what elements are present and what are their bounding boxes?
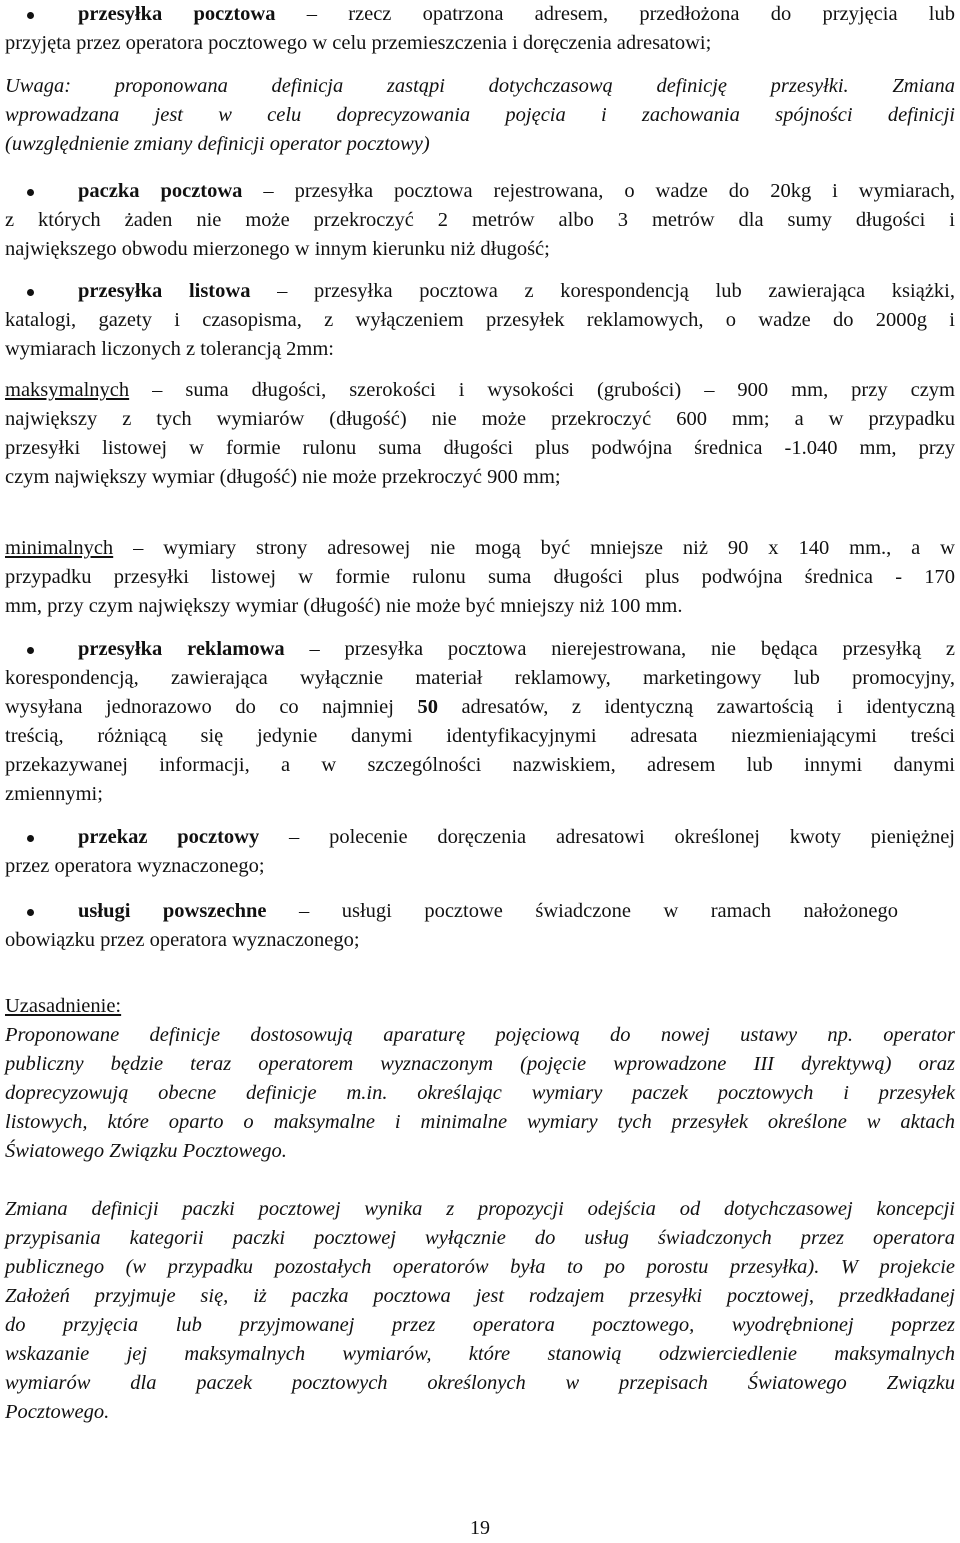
text-line: treścią, różniącą się jedynie danymi identyfikacyjnymi adresata niezmieniającymi treści (5, 725, 955, 747)
bullet-icon (27, 835, 34, 842)
text-line: Proponowane definicje dostosowują aparaturę pojęciową do nowej ustawy np. operator (5, 1024, 955, 1046)
dimensions-maximum (5, 376, 955, 492)
text-line: przesyłka pocztowa – rzecz opatrzona adresem, przedłożona do przyjęcia lub (5, 0, 955, 29)
text-line: Światowego Związku Pocztowego. (5, 1140, 287, 1162)
note-paragraph (5, 72, 955, 159)
definition-przesylka-pocztowa (5, 0, 955, 58)
text-line: paczka pocztowa – przesyłka pocztowa rejestrowana, o wadze do 20kg i wymiarach, (5, 177, 955, 206)
text-line: przekazywanej informacji, a w szczególności nazwiskiem, adresem lub innymi danymi (5, 754, 955, 776)
definition-przesylka-reklamowa (5, 635, 955, 809)
text-line: wymiarach liczonych z tolerancją 2mm: (5, 338, 335, 360)
recipients-count: 50 (417, 696, 438, 718)
text-line: przesyłka reklamowa – przesyłka pocztowa nierejestrowana, nie będąca przesyłką z (5, 635, 955, 664)
dimension-term: maksymalnych (5, 379, 130, 401)
justification-paragraph-1 (5, 992, 955, 1166)
text-line: przez operatora wyznaczonego; (5, 855, 265, 877)
text-line: listowych, które oparto o maksymalne i minimalne wymiary tych przesyłek określone w aktach (5, 1111, 955, 1133)
text-line: największego obwodu mierzonego w innym kierunku niż długość; (5, 238, 550, 260)
text-line: do przyjęcia lub przyjmowanej przez operatora pocztowego, wyodrębnionej poprzez (5, 1314, 955, 1336)
text-line: wskazanie jej maksymalnych wymiarów, które stanowią odzwierciedlenie maksymalnych (5, 1343, 955, 1365)
definition-przekaz-pocztowy (5, 823, 955, 881)
text-line: mm, przy czym największy wymiar (długość) nie może być mniejszy niż 100 mm. (5, 595, 683, 617)
text-line: publicznego (w przypadku pozostałych operatorów była to po porostu przesyłka). W projekcie (5, 1256, 955, 1278)
text-line: czym największy wymiar (długość) nie może przekroczyć 900 mm; (5, 466, 561, 488)
text-line: wymiarów dla paczek pocztowych określonych w przepisach Światowego Związku (5, 1372, 955, 1394)
bullet-icon (27, 189, 34, 196)
text-line: największy z tych wymiarów (długość) nie może przekroczyć 600 mm; a w przypadku (5, 408, 955, 430)
text-line: korespondencją, zawierająca wyłącznie materiał reklamowy, marketingowy lub promocyjny, (5, 667, 955, 689)
text-line: Uwaga: proponowana definicja zastąpi dotychczasową definicję przesyłki. Zmiana (5, 75, 955, 97)
text-line: wysyłana jednorazowo do co najmniej 50 adresatów, z identyczną zawartością i identyczną (5, 696, 956, 718)
text-line: maksymalnych – suma długości, szerokości i wysokości (grubości) – 900 mm, przy czym (5, 379, 955, 401)
definition-term: paczka pocztowa (78, 180, 243, 202)
text-line: minimalnych – wymiary strony adresowej nie mogą być mniejsze niż 90 x 140 mm., a w (5, 537, 955, 559)
text-line: (uwzględnienie zmiany definicji operator pocztowy) (5, 133, 430, 155)
justification-paragraph-2 (5, 1195, 955, 1427)
text-line: przesyłka listowa – przesyłka pocztowa z korespondencją lub zawierająca książki, (5, 277, 955, 306)
text-line: Założeń przyjmuje się, iż paczka pocztowa jest rodzajem przesyłki pocztowej, przedkładanej (5, 1285, 955, 1307)
text-line: Zmiana definicji paczki pocztowej wynika z propozycji odejścia od dotychczasowej koncepcji (5, 1198, 955, 1220)
definition-term: usługi powszechne (78, 900, 267, 922)
text-line: przyjęta przez operatora pocztowego w celu przemieszczenia i doręczenia adresatowi; (5, 32, 712, 54)
definition-uslugi-powszechne (5, 897, 955, 955)
bullet-icon (27, 12, 34, 19)
text-line: przypadku przesyłki listowej w formie rulonu suma długości plus podwójna średnica - 170 (5, 566, 955, 588)
bullet-icon (27, 289, 34, 296)
text-line: przesyłki listowej w formie rulonu suma długości plus podwójna średnica -1.040 mm, przy (5, 437, 955, 459)
definition-term: przesyłka reklamowa (78, 638, 285, 660)
text-line: doprecyzowują obecne definicje m.in. określając wymiary paczek pocztowych i przesyłek (5, 1082, 955, 1104)
text-line: przekaz pocztowy – polecenie doręczenia adresatowi określonej kwoty pieniężnej (5, 823, 955, 852)
page-number: 19 (470, 1517, 490, 1539)
dimension-term: minimalnych (5, 537, 114, 559)
text-line: katalogi, gazety i czasopisma, z wyłączeniem przesyłek reklamowych, o wadze do 2000g i (5, 309, 955, 331)
text-line: zmiennymi; (5, 783, 103, 805)
text-line: Pocztowego. (5, 1401, 110, 1423)
definition-paczka-pocztowa (5, 177, 955, 264)
text-line: z których żaden nie może przekroczyć 2 metrów albo 3 metrów dla sumy długości i (5, 209, 955, 231)
text-line: usługi powszechne – usługi pocztowe świadczone w ramach nałożonego (5, 897, 898, 926)
text-line: publiczny będzie teraz operatorem wyznaczonym (pojęcie wprowadzone III dyrektywą) oraz (5, 1053, 955, 1075)
bullet-icon (27, 909, 34, 916)
text-line: obowiązku przez operatora wyznaczonego; (5, 929, 360, 951)
text-line: wprowadzana jest w celu doprecyzowania pojęcia i zachowania spójności definicji (5, 104, 955, 126)
definition-term: przekaz pocztowy (78, 826, 260, 848)
justification-heading: Uzasadnienie: (5, 995, 122, 1017)
dimensions-minimum (5, 534, 955, 621)
text-line: przypisania kategorii paczki pocztowej wyłącznie do usług świadczonych przez operatora (5, 1227, 955, 1249)
bullet-icon (27, 647, 34, 654)
definition-przesylka-listowa (5, 277, 955, 364)
definition-term: przesyłka listowa (78, 280, 251, 302)
definition-term: przesyłka pocztowa (78, 3, 276, 25)
